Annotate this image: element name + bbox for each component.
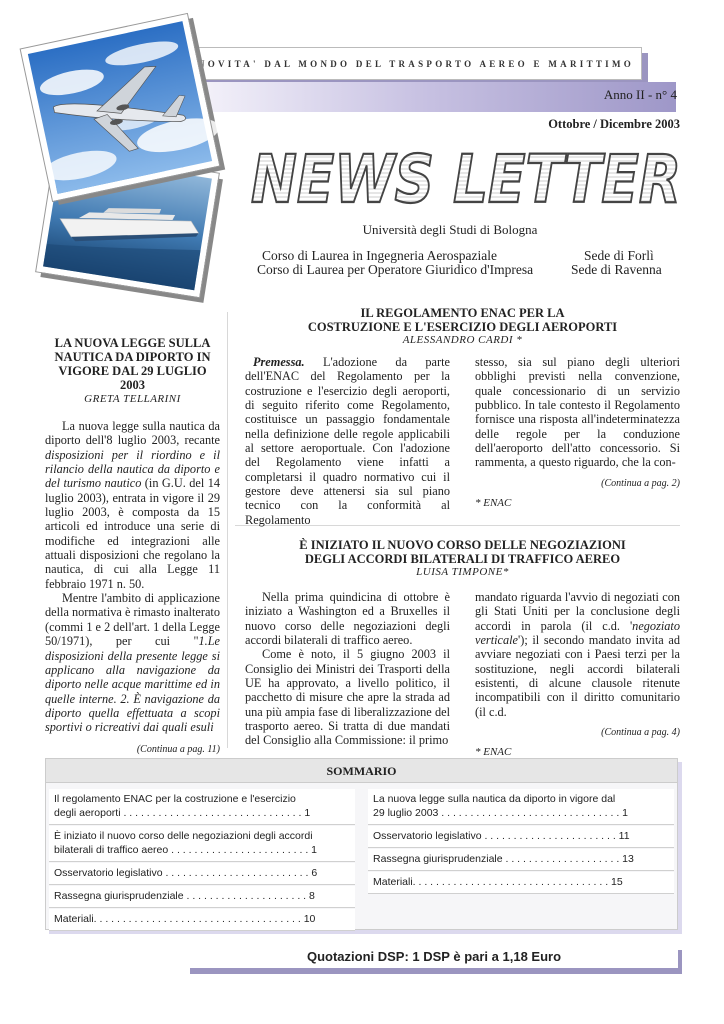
sommario-entry[interactable]: La nuova legge sulla nautica da diporto in vigore dal 29 luglio 2003 . . . . . . . . . . . . . . . . . . . . . . . . . . . . . . . 1 [368, 789, 674, 825]
article-neg-footnote: * ENAC [475, 746, 512, 759]
sommario-title: SOMMARIO [46, 759, 677, 783]
article-neg-title-2: DEGLI ACCORDI BILATERALI DI TRAFFICO AEREO [304, 552, 621, 566]
sommario-entry[interactable]: Osservatorio legislativo . . . . . . . . . . . . . . . . . . . . . . . 11 [368, 826, 674, 848]
left-article-p1: La nuova legge sulla nautica da diporto dell'8 luglio 2003, recante disposizioni per il riordino e il rilancio della nautica da diporto e del turismo nautico (in G.U. del 14 luglio 2003), entrata in vigore il 29 luglio 2003, è composta da 15 articoli ed introduce una serie di modifiche ed integrazioni alle attuali disposizioni che regolano la nautica, di cui alla Legge 11 febbraio 1971 n. 50. [45, 419, 221, 591]
logo-text: NEWS LETTER [251, 141, 681, 218]
left-article [45, 336, 220, 755]
header-band [190, 47, 642, 80]
article-enac-col2: stesso, sia sul piano degli ulteriori obblighi previsti nella convenzione, quale concessionario di un servizio pubblico. In tale contesto il Regolamento fornisce una risposta all'indeterminatezza delle regole per la conduzione dell'aeroporto dell'atto concessorio. Si rammenta, a questo riguardo, che la con- [475, 355, 680, 470]
article-neg-continue: (Continua a pag. 4) [601, 727, 680, 739]
course-legal: Corso di Laurea per Operatore Giuridico d'Impresa [257, 262, 534, 277]
quotation-text: Quotazioni DSP: 1 DSP è pari a 1,18 Euro [306, 948, 562, 964]
article-enac-continue: (Continua a pag. 2) [601, 477, 680, 489]
article-enac-col1: Premessa. L'adozione da parte dell'ENAC del Regolamento per la costruzione e l'esercizio degli aeroporti, di seguito riferito come Regolamento, costituisce un passaggio fondamentale nella definizione delle regole applicabili al settore aeroportuale. Con l'adozione del Regolamento viene infatti a completarsi il quadro normativo cui il gestore deve attenersi sia sul piano tecnico con la conformità al Regolamento [245, 355, 450, 527]
article-neg-col2: mandato riguarda l'avvio di negoziati con gli Stati Uniti per la conclusione degli accordi in parola (il c.d. 'negoziato verticale'); il secondo mandato invita ad avviare negoziati con i Paesi terzi per la sostituzione, negli accordi bilaterali esistenti, di alcune clausole ritenute incompatibili con il diritto comunitario (il c.d. [475, 590, 680, 719]
sommario-entry[interactable]: Materiali. . . . . . . . . . . . . . . . . . . . . . . . . . . . . . . . . . . . 10 [49, 909, 355, 931]
left-article-title: LA NUOVA LEGGE SULLA NAUTICA DA DIPORTO IN VIGORE DAL 29 LUGLIO 2003 [54, 336, 211, 392]
sommario-entry[interactable]: Osservatorio legislativo . . . . . . . . . . . . . . . . . . . . . . . . . 6 [49, 863, 355, 885]
course-aerospace: Corso di Laurea in Ingegneria Aerospaziale [262, 248, 498, 263]
left-article-p2: Mentre l'ambito di applicazione della normativa è rimasto inalterato (commi 1 e 2 dell'art. 1 della Legge 50/1971), per cui "1.Le disposizioni della presente legge si applicano alla navigazione da diporto nelle acque marittime ed in quelle interne. 2. È navigazione da diporto quella effettuata a scopi sportivi o ricreativi dai quali esuli [45, 591, 220, 735]
left-article-continue: (Continua a pag. 11) [136, 743, 220, 755]
sommario-entry[interactable]: Il regolamento ENAC per la costruzione e l'esercizio degli aeroporti . . . . . . . . . . . . . . . . . . . . . . . . . . . . . . . 1 [49, 789, 355, 825]
quotation-banner [190, 944, 678, 968]
sommario-left-column [49, 789, 355, 932]
sommario-right-column [368, 789, 674, 895]
article-enac [245, 306, 680, 527]
sommario-entry[interactable]: Rassegna giurisprudenziale . . . . . . . . . . . . . . . . . . . . . 8 [49, 886, 355, 908]
article-enac-footnote: * ENAC [475, 496, 512, 509]
sommario-entry[interactable]: Rassegna giurisprudenziale . . . . . . . . . . . . . . . . . . . . 13 [368, 849, 674, 871]
article-enac-author: ALESSANDRO CARDI * [402, 334, 523, 346]
university-name: Università degli Studi di Bologna [362, 222, 538, 237]
issue-number: Anno II - n° 4 [603, 87, 677, 102]
article-neg-title-1: È INIZIATO IL NUOVO CORSO DELLE NEGOZIAZIONI [299, 538, 626, 552]
article-neg-col1-p1: Nella prima quindicina di ottobre è iniziato a Washington ed a Bruxelles il nuovo corso delle negoziazioni degli accordi bilaterali di traffico aereo. [245, 590, 450, 648]
column-divider [227, 312, 228, 748]
article-enac-title-1: IL REGOLAMENTO ENAC PER LA [360, 306, 565, 320]
sede-ravenna: Sede di Ravenna [571, 262, 662, 277]
issue-date: Ottobre / Dicembre 2003 [548, 117, 680, 131]
article-negotiations [245, 538, 680, 758]
newsletter-logo [248, 141, 684, 218]
article-enac-title-2: COSTRUZIONE E L'ESERCIZIO DEGLI AEROPORTI [307, 320, 618, 334]
left-article-author: GRETA TELLARINI [84, 393, 181, 405]
sommario [45, 758, 678, 930]
sede-forli: Sede di Forlì [584, 248, 654, 263]
article-neg-col1-p2: Come è noto, il 5 giugno 2003 il Consiglio dei Ministri dei Trasporti della UE ha approvato, a livello politico, il pacchetto di misure che apre la strada ad una più ampia fase di liberalizzazione del trasporto aereo. Si tratta di due mandati del Consiglio alla Commissione: il primo [245, 647, 450, 748]
article-neg-author: LUISA TIMPONE* [416, 566, 509, 578]
sommario-entry[interactable]: È iniziato il nuovo corso delle negoziazioni degli accordi bilaterali di traffico aereo . . . . . . . . . . . . . . . . . . . . . . . . 1 [49, 826, 355, 862]
header-band-text: NOVITA' DAL MONDO DEL TRASPORTO AEREO E MARITTIMO [197, 58, 635, 69]
sommario-entry[interactable]: Materiali. . . . . . . . . . . . . . . . . . . . . . . . . . . . . . . . . . 15 [368, 872, 674, 894]
